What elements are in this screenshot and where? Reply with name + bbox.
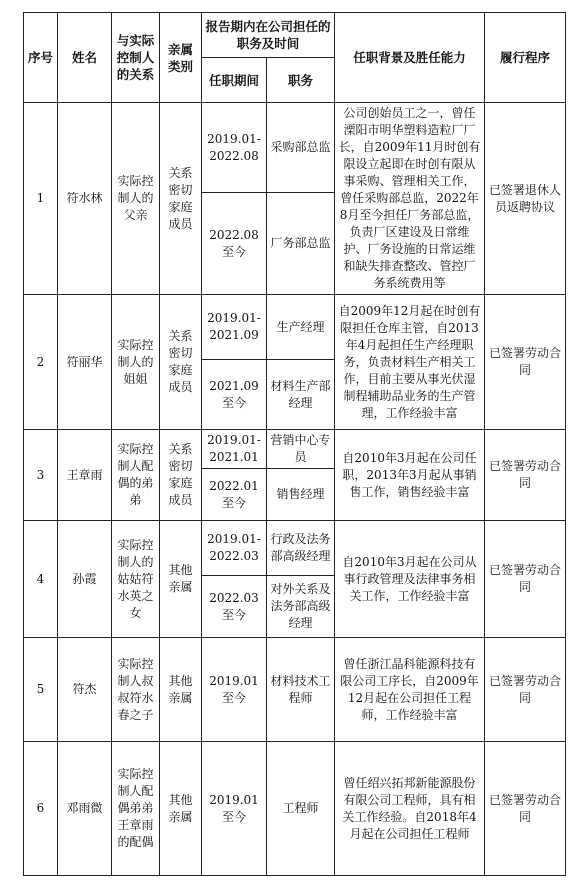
cell-position: 厂务部总监: [267, 193, 335, 295]
cell-procedure: 已签署劳动合同: [485, 430, 566, 521]
table-row: [24, 103, 566, 193]
cell-category: 关系密切家庭成员: [160, 103, 202, 295]
cell-procedure: 已签署劳动合同: [485, 521, 566, 638]
cell-category: 关系密切家庭成员: [160, 430, 202, 521]
cell-position: 营销中心专员: [267, 430, 335, 469]
cell-relation: 实际控制人的父亲: [112, 103, 160, 295]
cell-term: 2022.08至今: [202, 193, 267, 295]
cell-term: 2019.01-2021.01: [202, 430, 267, 469]
cell-term: 2022.03至今: [202, 576, 267, 638]
cell-procedure: 已签署劳动合同: [485, 742, 566, 876]
cell-term: 2019.01-2021.09: [202, 295, 267, 360]
cell-name: 邓雨微: [58, 742, 112, 876]
cell-seq: 2: [24, 295, 58, 430]
cell-name: 王章雨: [58, 430, 112, 521]
cell-seq: 1: [24, 103, 58, 295]
cell-name: 孙霞: [58, 521, 112, 638]
cell-term: 2019.01-2022.08: [202, 103, 267, 193]
cell-position: 销售经理: [267, 469, 335, 521]
cell-name: 符水林: [58, 103, 112, 295]
cell-term: 2019.01至今: [202, 742, 267, 876]
cell-background: 自2010年3月起在公司任职，2013年3月起从事销售工作，销售经验丰富: [335, 430, 485, 521]
header-term: 任职期间: [202, 58, 267, 103]
cell-seq: 6: [24, 742, 58, 876]
header-period-group: 报告期内在公司担任的职务及时间: [202, 13, 335, 58]
cell-background: 自2009年12月起在时创有限担任仓库主管，自2013年4月起担任生产经理职务，负责材料生产相关工作，目前主要从事光伏湿制程辅助品业务的生产管理，工作经验丰富: [335, 295, 485, 430]
cell-category: 其他亲属: [160, 521, 202, 638]
related-personnel-table: [23, 12, 566, 876]
cell-position: 对外关系及法务部高级经理: [267, 576, 335, 638]
header-name: 姓名: [58, 13, 112, 103]
cell-relation: 实际控制人的姑姑符水英之女: [112, 521, 160, 638]
cell-position: 工程师: [267, 742, 335, 876]
cell-seq: 5: [24, 638, 58, 742]
cell-relation: 实际控制人配偶弟弟王章雨的配偶: [112, 742, 160, 876]
cell-term: 2019.01至今: [202, 638, 267, 742]
cell-background: 公司创始员工之一，曾任溧阳市明华塑料造粒厂厂长，自2009年11月时创有限设立起即在时创有限从事采购、管理相关工作，曾任采购部总监，2022年8月至今担任厂务部总监，负责厂区建设及日常维护、厂务设施的日常运维和缺失排查整改、管控厂务系统费用等: [335, 103, 485, 295]
cell-position: 材料生产部经理: [267, 360, 335, 430]
cell-term: 2019.01-2022.03: [202, 521, 267, 576]
cell-seq: 3: [24, 430, 58, 521]
cell-background: 曾任绍兴拓邦新能源股份有限公司工程师，具有相关工作经验。自2018年4月起在公司担任工程师: [335, 742, 485, 876]
cell-position: 采购部总监: [267, 103, 335, 193]
cell-seq: 4: [24, 521, 58, 638]
table-row: [24, 430, 566, 469]
table-row: [24, 295, 566, 360]
cell-category: 关系密切家庭成员: [160, 295, 202, 430]
cell-category: 其他亲属: [160, 638, 202, 742]
cell-position: 材料技术工程师: [267, 638, 335, 742]
table-row: [24, 521, 566, 576]
cell-procedure: 已签署劳动合同: [485, 295, 566, 430]
header-relation: 与实际控制人的关系: [112, 13, 160, 103]
cell-relation: 实际控制人的姐姐: [112, 295, 160, 430]
header-position: 职务: [267, 58, 335, 103]
cell-relation: 实际控制人配偶的弟弟: [112, 430, 160, 521]
table-row: [24, 742, 566, 876]
cell-position: 行政及法务部高级经理: [267, 521, 335, 576]
header-background: 任职背景及胜任能力: [335, 13, 485, 103]
header-category: 亲属类别: [160, 13, 202, 103]
header-seq: 序号: [24, 13, 58, 103]
cell-term: 2022.01至今: [202, 469, 267, 521]
cell-term: 2021.09至今: [202, 360, 267, 430]
cell-position: 生产经理: [267, 295, 335, 360]
cell-procedure: 已签署劳动合同: [485, 638, 566, 742]
cell-category: 其他亲属: [160, 742, 202, 876]
cell-background: 曾任浙江晶科能源科技有限公司工序长，自2009年12月起在公司担任工程师，工作经验丰富: [335, 638, 485, 742]
header-procedure: 履行程序: [485, 13, 566, 103]
cell-name: 符丽华: [58, 295, 112, 430]
cell-procedure: 已签署退休人员返聘协议: [485, 103, 566, 295]
cell-background: 自2010年3月起在公司从事行政管理及法律事务相关工作，工作经验丰富: [335, 521, 485, 638]
cell-name: 符杰: [58, 638, 112, 742]
cell-relation: 实际控制人叔叔符水春之子: [112, 638, 160, 742]
table-row: [24, 638, 566, 742]
